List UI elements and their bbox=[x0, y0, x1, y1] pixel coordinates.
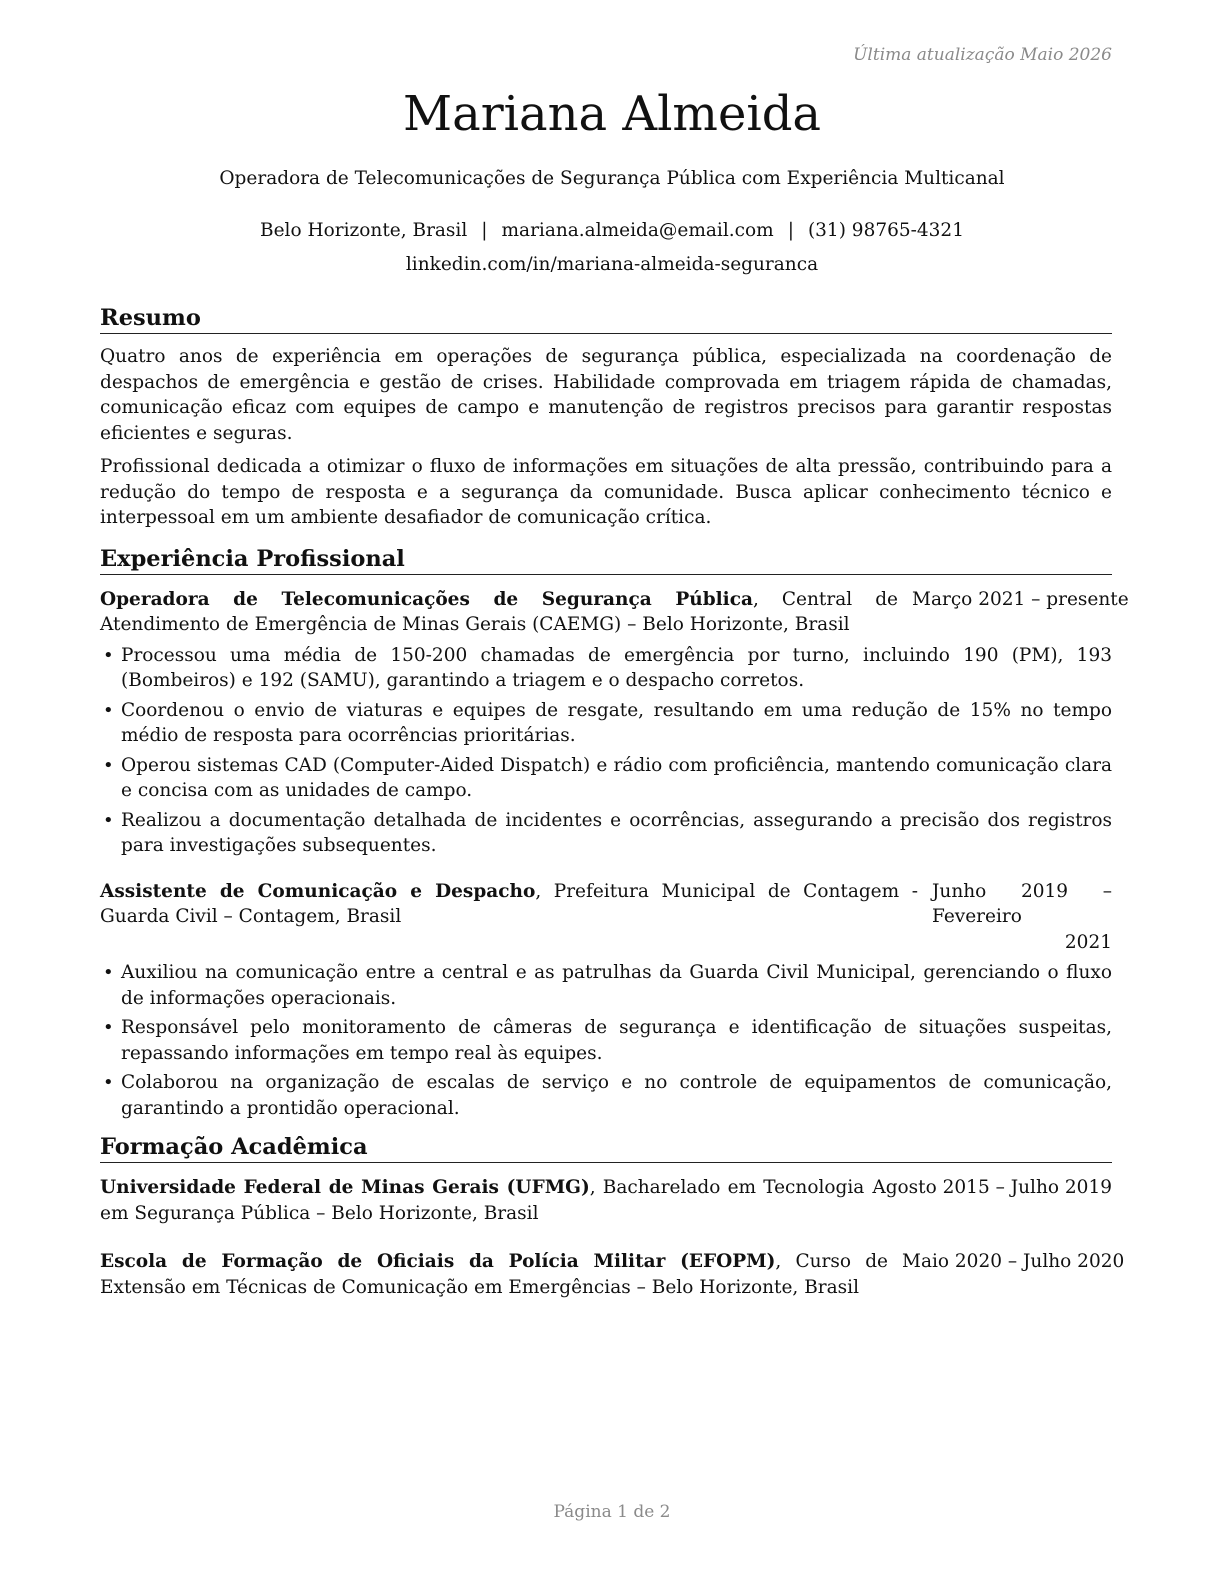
job-role: Assistente de Comunicação e Despacho bbox=[100, 880, 536, 902]
email-link[interactable]: mariana.almeida@email.com bbox=[501, 220, 774, 241]
education-line bbox=[100, 1175, 864, 1226]
resume-body bbox=[100, 304, 1129, 1300]
candidate-name: Mariana Almeida bbox=[402, 86, 822, 142]
job-title-line bbox=[100, 587, 898, 638]
list-item: • Colaborou na organização de escalas de serviço e no controle de equipamentos de comunicação, garantindo a prontidão operacional. bbox=[100, 1070, 1112, 1121]
experience-section bbox=[100, 545, 1129, 1122]
location: Belo Horizonte, Brasil bbox=[260, 220, 468, 241]
section-title-summary: Resumo bbox=[100, 304, 1112, 334]
job-title-line bbox=[100, 879, 918, 930]
education-dates: Agosto 2015 – Julho 2019 bbox=[872, 1177, 1112, 1198]
education-entry bbox=[100, 1175, 1112, 1226]
separator: | bbox=[787, 220, 794, 241]
job-organization: , Prefeitura Municipal de Contagem - Guarda Civil – Contagem, Brasil bbox=[100, 880, 918, 927]
education-section bbox=[100, 1133, 1125, 1300]
headline: Operadora de Telecomunicações de Segurança Pública com Experiência Multicanal bbox=[219, 168, 1005, 189]
linkedin-link[interactable]: linkedin.com/in/mariana-almeida-seguranca bbox=[405, 254, 819, 275]
job-entry bbox=[100, 587, 1129, 859]
list-item: • Processou uma média de 150-200 chamadas de emergência por turno, incluindo 190 (PM), 193 (Bombeiros) e 192 (SAMU), garantindo a triagem e o despacho corretos. bbox=[100, 643, 1112, 694]
page-number: Página 1 de 2 bbox=[553, 1502, 671, 1522]
job-header bbox=[100, 587, 1129, 638]
job-entry bbox=[100, 879, 1112, 1122]
list-item: • Operou sistemas CAD (Computer-Aided Dispatch) e rádio com proficiência, mantendo comunicação clara e concisa com as unidades de campo. bbox=[100, 753, 1112, 804]
institution-name: Universidade Federal de Minas Gerais (UFMG) bbox=[100, 1177, 590, 1198]
list-item: • Realizou a documentação detalhada de incidentes e ocorrências, assegurando a precisão dos registros para investigações subsequentes. bbox=[100, 808, 1112, 859]
education-line bbox=[100, 1249, 888, 1300]
phone-number: (31) 98765-4321 bbox=[807, 220, 964, 241]
education-entry bbox=[100, 1249, 1125, 1300]
last-updated: Última atualização Maio 2026 bbox=[853, 45, 1112, 65]
job-header bbox=[100, 879, 1112, 956]
contact-line bbox=[0, 220, 1224, 241]
section-title-experience: Experiência Profissional bbox=[100, 545, 1112, 575]
list-item: • Coordenou o envio de viaturas e equipes de resgate, resultando em uma redução de 15% no tempo médio de resposta para ocorrências prioritárias. bbox=[100, 698, 1112, 749]
job-organization: , Central de Atendimento de Emergência de Minas Gerais (CAEMG) – Belo Horizonte, Brasil bbox=[100, 588, 898, 635]
job-bullets bbox=[100, 960, 1112, 1121]
list-item: • Responsável pelo monitoramento de câmeras de segurança e identificação de situações suspeitas, repassando informações em tempo real às equipes. bbox=[100, 1015, 1112, 1066]
education-header bbox=[100, 1175, 1112, 1226]
section-title-education: Formação Acadêmica bbox=[100, 1133, 1112, 1163]
job-role: Operadora de Telecomunicações de Segurança Pública bbox=[100, 588, 753, 610]
degree-detail: , Bacharelado em Tecnologia em Segurança Pública – Belo Horizonte, Brasil bbox=[100, 1177, 865, 1224]
summary-section bbox=[100, 304, 1112, 531]
summary-paragraph: Profissional dedicada a otimizar o fluxo de informações em situações de alta pressão, contribuindo para a redução do tempo de resposta e a segurança da comunidade. Busca aplicar conhecimento técnico e interpessoal em um ambiente desafiador de comunicação crítica. bbox=[100, 456, 1112, 528]
job-dates-line2: 2021 bbox=[1064, 931, 1112, 953]
job-dates-line1: Junho 2019 – Fevereiro bbox=[932, 880, 1112, 927]
job-dates bbox=[918, 879, 1112, 956]
job-bullets bbox=[100, 643, 1112, 859]
education-header bbox=[100, 1249, 1125, 1300]
institution-name: Escola de Formação de Oficiais da Polícia Militar (EFOPM) bbox=[100, 1251, 776, 1272]
separator: | bbox=[481, 220, 488, 241]
education-dates: Maio 2020 – Julho 2020 bbox=[902, 1251, 1125, 1272]
summary-paragraph: Quatro anos de experiência em operações de segurança pública, especializada na coordenação de despachos de emergência e gestão de crises. Habilidade comprovada em triagem rápida de chamadas, comunicação eficaz com equipes de campo e manutenção de registros precisos para garantir respostas eficientes e seguras. bbox=[100, 346, 1112, 444]
job-dates: Março 2021 – presente bbox=[912, 588, 1129, 610]
degree-detail: , Curso de Extensão em Técnicas de Comunicação em Emergências – Belo Horizonte, Brasil bbox=[100, 1251, 888, 1298]
list-item: • Auxiliou na comunicação entre a central e as patrulhas da Guarda Civil Municipal, gerenciando o fluxo de informações operacionais. bbox=[100, 960, 1112, 1011]
